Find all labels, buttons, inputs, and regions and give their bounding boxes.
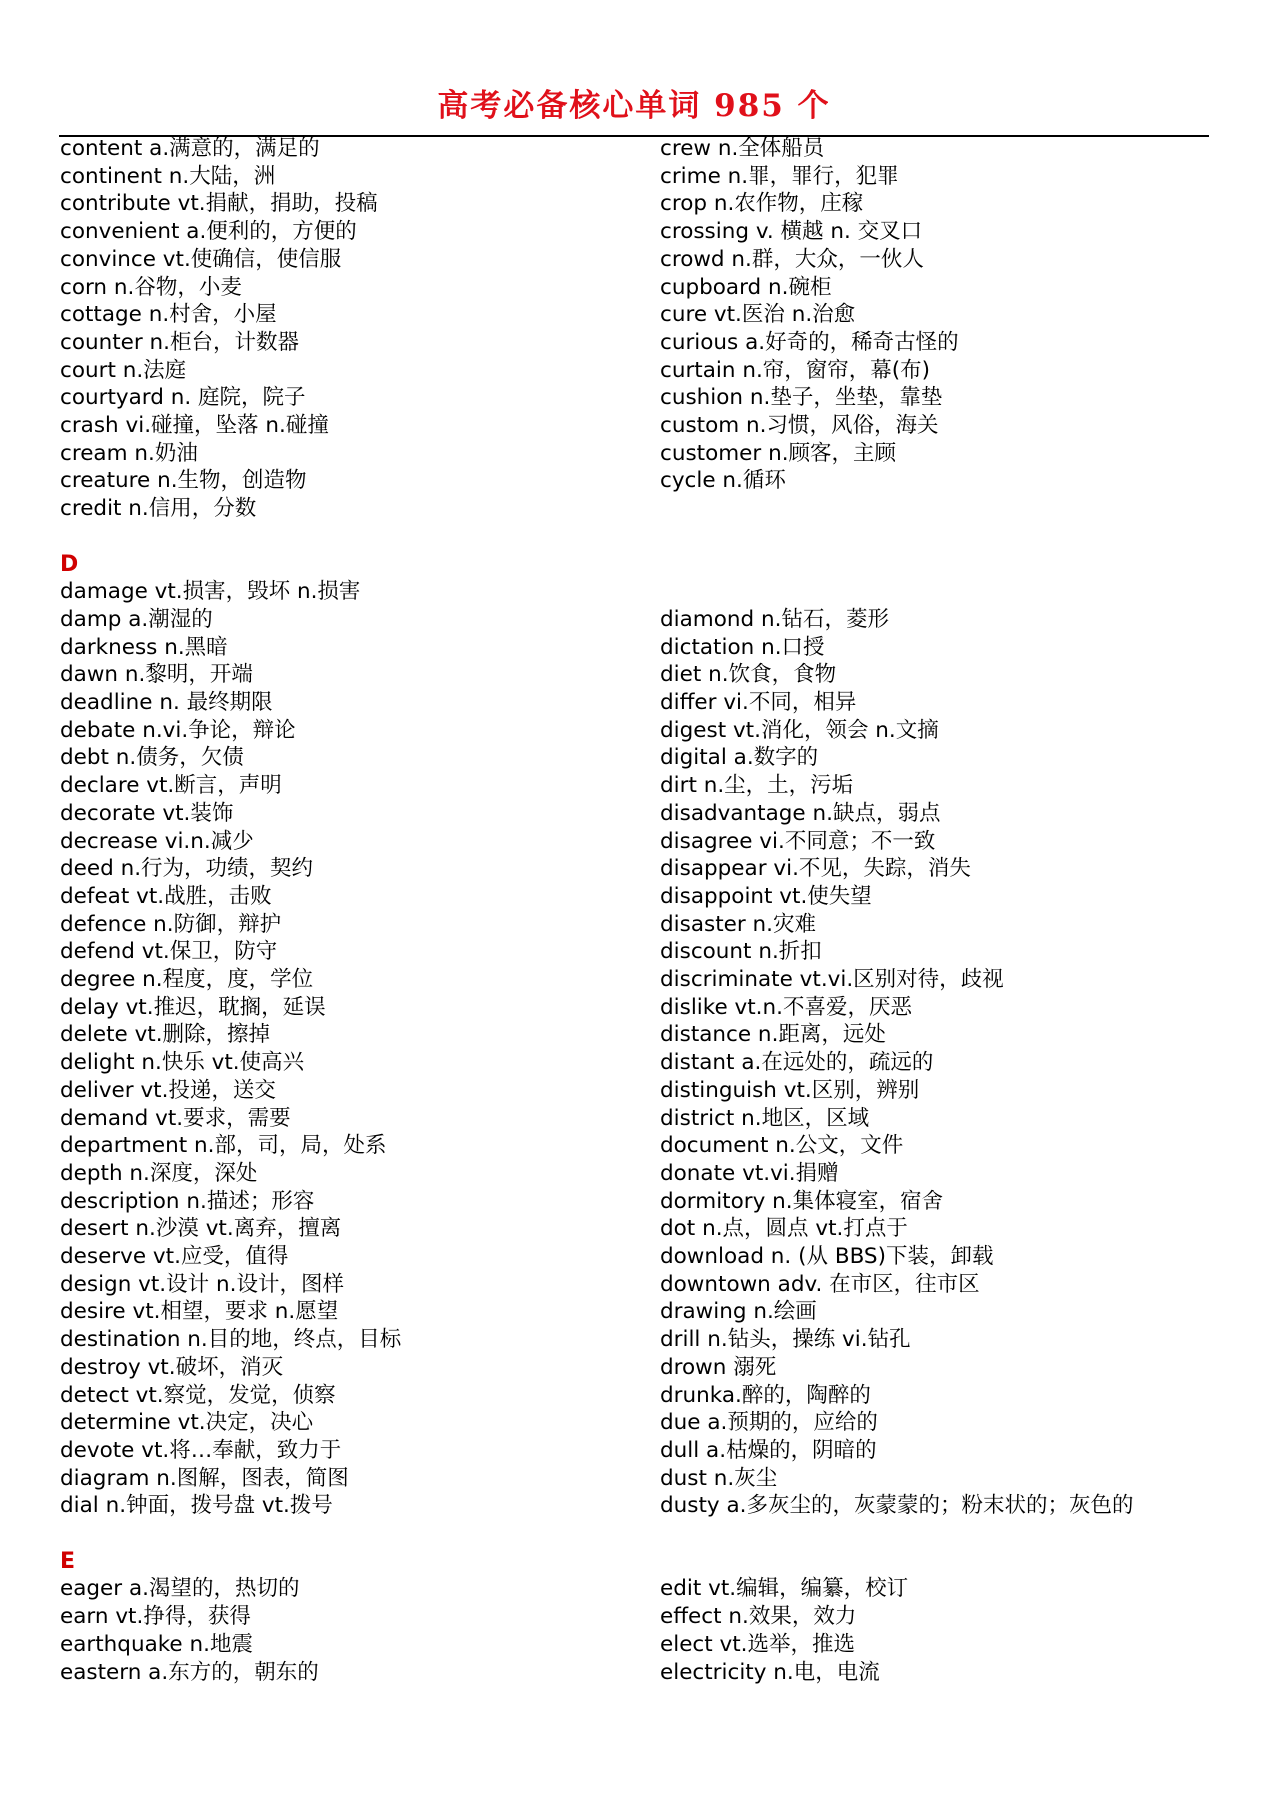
- word-entry: detect vt.察觉，发觉，侦察: [60, 1382, 336, 1408]
- word-entry: courtyard n. 庭院，院子: [60, 385, 306, 411]
- word-entry: design vt.设计 n.设计，图样: [60, 1271, 344, 1297]
- word-entry: dust n.灰尘: [660, 1465, 778, 1491]
- word-entry: defend vt.保卫，防守: [60, 939, 278, 965]
- word-entry: dislike vt.n.不喜爱，厌恶: [660, 994, 912, 1020]
- section-heading: D: [60, 551, 79, 577]
- word-entry: deliver vt.投递，送交: [60, 1077, 276, 1103]
- word-entry: discount n.折扣: [660, 939, 822, 965]
- page-title: 高考必备核心单词 985 个: [437, 88, 831, 124]
- word-entry: crash vi.碰撞，坠落 n.碰撞: [60, 413, 329, 438]
- word-entry: defence n.防御，辩护: [60, 911, 282, 937]
- word-entry: darkness n.黑暗: [60, 634, 228, 660]
- word-entry: damage vt.损害，毁坏 n.损害: [60, 579, 361, 605]
- word-entry: curious a.好奇的，稀奇古怪的: [660, 329, 959, 355]
- word-entry: dormitory n.集体寝室，宿舍: [660, 1188, 944, 1214]
- word-entry: drawing n.绘画: [660, 1299, 817, 1325]
- word-entry: dusty a.多灰尘的，灰蒙蒙的；粉末状的；灰色的: [660, 1493, 1134, 1519]
- word-entry: depth n.深度，深处: [60, 1160, 258, 1186]
- word-entry: devote vt.将…奉献，致力于: [60, 1437, 342, 1463]
- word-entry: defeat vt.战胜，击败: [60, 883, 272, 909]
- word-entry: cure vt.医治 n.治愈: [660, 302, 856, 328]
- word-entry: dial n.钟面，拨号盘 vt.拨号: [60, 1493, 333, 1519]
- word-entry: cupboard n.碗柜: [660, 274, 832, 300]
- word-entry: delay vt.推迟，耽搁，延误: [60, 994, 326, 1020]
- word-entry: digital a.数字的: [660, 745, 819, 771]
- word-entry: discriminate vt.vi.区别对待，歧视: [660, 967, 1004, 992]
- word-entry: convince vt.使确信，使信服: [60, 246, 342, 272]
- word-entry: dirt n.尘，土，污垢: [660, 773, 854, 799]
- word-entry: differ vi.不同，相异: [660, 690, 857, 715]
- section-heading: E: [60, 1548, 76, 1574]
- word-entry: cottage n.村舍，小屋: [60, 302, 277, 328]
- word-entry: effect n.效果，效力: [660, 1604, 857, 1630]
- word-entry: electricity n.电，电流: [660, 1659, 880, 1685]
- word-entry: document n.公文，文件: [660, 1133, 904, 1159]
- word-entry: curtain n.帘，窗帘，幕(布): [660, 357, 931, 383]
- word-entry: counter n.柜台，计数器: [60, 329, 300, 355]
- word-entry: declare vt.断言，声明: [60, 773, 282, 799]
- word-entry: contribute vt.捐献，捐助，投稿: [60, 191, 378, 217]
- word-entry: crime n.罪，罪行，犯罪: [660, 163, 899, 189]
- word-entry: decorate vt.装饰: [60, 800, 234, 826]
- word-entry: diagram n.图解，图表，简图: [60, 1465, 349, 1491]
- word-entry: due a.预期的，应给的: [660, 1410, 878, 1436]
- word-entry: cycle n.循环: [660, 468, 786, 494]
- word-entry: crew n.全体船员: [660, 136, 825, 161]
- word-entry: debt n.债务，欠债: [60, 745, 244, 771]
- word-entry: creature n.生物，创造物: [60, 468, 307, 494]
- word-entry: dull a.枯燥的，阴暗的: [660, 1437, 877, 1463]
- word-entry: deadline n. 最终期限: [60, 690, 273, 715]
- word-entry: destroy vt.破坏，消灭: [60, 1354, 284, 1380]
- word-entry: distant a.在远处的，疏远的: [660, 1050, 934, 1076]
- word-entry: custom n.习惯，风俗，海关: [660, 413, 939, 438]
- word-entry: dictation n.口授: [660, 634, 825, 660]
- word-entry: donate vt.vi.捐赠: [660, 1160, 839, 1186]
- word-entry: desire vt.相望，要求 n.愿望: [60, 1299, 339, 1325]
- word-entry: cushion n.垫子，坐垫，靠垫: [660, 385, 943, 411]
- word-entry: diamond n.钻石，菱形: [660, 606, 889, 632]
- word-entry: drill n.钻头，操练 vi.钻孔: [660, 1327, 911, 1353]
- word-entry: destination n.目的地，终点，目标: [60, 1327, 402, 1353]
- word-entry: demand vt.要求，需要: [60, 1105, 291, 1131]
- word-entry: crossing v. 横越 n. 交叉口: [660, 219, 923, 245]
- word-entry: elect vt.选举，推选: [660, 1631, 856, 1657]
- word-entry: description n.描述；形容: [60, 1188, 315, 1214]
- word-entry: debate n.vi.争论，辩论: [60, 717, 296, 743]
- word-entry: disagree vi.不同意；不一致: [660, 828, 936, 854]
- word-entry: cream n.奶油: [60, 440, 198, 466]
- word-entry: crop n.农作物，庄稼: [660, 191, 864, 217]
- word-entry: eastern a.东方的，朝东的: [60, 1659, 319, 1685]
- word-entry: download n. (从 BBS)下装，卸载: [660, 1244, 994, 1269]
- word-entry: delight n.快乐 vt.使高兴: [60, 1050, 305, 1076]
- word-entry: dawn n.黎明，开端: [60, 662, 253, 688]
- word-entry: decrease vi.n.减少: [60, 828, 254, 854]
- word-entry: digest vt.消化，领会 n.文摘: [660, 717, 939, 743]
- word-entry: edit vt.编辑，编纂，校订: [660, 1576, 909, 1602]
- word-entry: department n.部，司，局，处系: [60, 1133, 387, 1159]
- word-entry: deserve vt.应受，值得: [60, 1244, 289, 1269]
- word-entry: convenient a.便利的，方便的: [60, 219, 357, 245]
- word-entry: court n.法庭: [60, 357, 187, 383]
- word-entry: dot n.点，圆点 vt.打点于: [660, 1216, 908, 1242]
- word-entry: disappoint vt.使失望: [660, 883, 872, 909]
- word-entry: drunka.醉的，陶醉的: [660, 1382, 871, 1408]
- word-entry: earthquake n.地震: [60, 1631, 253, 1657]
- word-entry: crowd n.群，大众，一伙人: [660, 246, 924, 272]
- word-entry: determine vt.决定，决心: [60, 1410, 314, 1436]
- word-entry: damp a.潮湿的: [60, 606, 213, 632]
- word-entry: distinguish vt.区别，辨别: [660, 1077, 920, 1103]
- word-entry: disaster n.灾难: [660, 911, 816, 937]
- word-entry: disappear vi.不见，失踪，消失: [660, 856, 971, 882]
- word-entry: desert n.沙漠 vt.离弃，擅离: [60, 1216, 342, 1242]
- word-entry: earn vt.挣得，获得: [60, 1604, 251, 1630]
- word-entry: credit n.信用，分数: [60, 496, 257, 522]
- word-entry: distance n.距离，远处: [660, 1022, 886, 1048]
- word-entry: delete vt.删除，擦掉: [60, 1022, 271, 1048]
- word-entry: downtown adv. 在市区，往市区: [660, 1271, 980, 1297]
- word-entry: deed n.行为，功绩，契约: [60, 856, 314, 882]
- word-entry: district n.地区，区域: [660, 1105, 870, 1131]
- word-entry: content a.满意的，满足的: [60, 136, 320, 161]
- word-entry: customer n.顾客，主顾: [660, 440, 897, 466]
- word-entry: diet n.饮食，食物: [660, 662, 837, 688]
- word-entry: disadvantage n.缺点，弱点: [660, 800, 941, 826]
- word-entry: degree n.程度，度，学位: [60, 967, 314, 992]
- word-entry: continent n.大陆，洲: [60, 163, 276, 189]
- word-entry: drown 溺死: [660, 1354, 777, 1380]
- word-entry: eager a.渴望的，热切的: [60, 1576, 300, 1602]
- word-entry: corn n.谷物，小麦: [60, 274, 242, 300]
